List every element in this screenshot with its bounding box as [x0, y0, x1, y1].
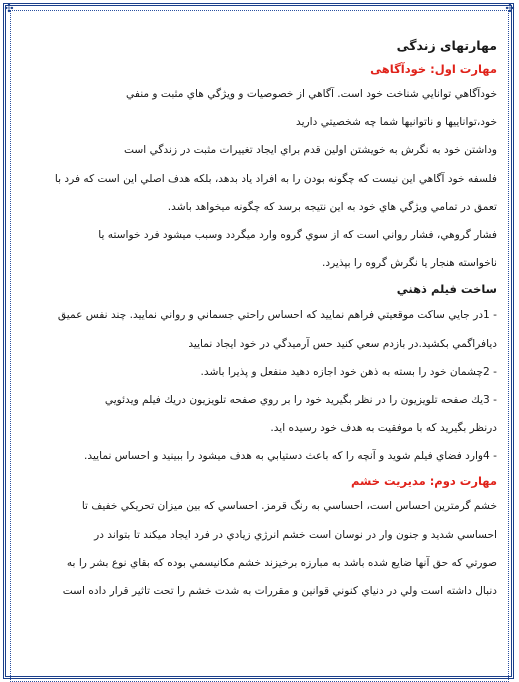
paragraph-line: ناخواسته هنجار يا نگرش گروه را بپذيرد.: [321, 257, 497, 270]
paragraph-line: خشم گرمترين احساس است، احساسي به رنگ قرمز. احساسي كه بين ميزان تحريكي خفيف تا: [81, 500, 497, 513]
corner-ornament-icon: ✣: [505, 2, 515, 15]
paragraph-line: درنظر بگيريد كه با موفقيت به هدف خود رسيده ايد.: [270, 422, 497, 435]
paragraph-line: تعمق در تمامي ويژگي هاي خود به اين نتيجه برسد كه چگونه ميخواهد باشد.: [167, 200, 497, 213]
section-heading-mental-film: ساخت فيلم ذهني: [396, 282, 497, 297]
section-heading-anger-management: مهارت دوم: مديريت خشم: [350, 474, 497, 489]
paragraph-line: - 1در جايي ساكت موقعيتي فراهم نماييد كه احساس راحتي جسماني و رواني نماييد. چند نفس عميق: [57, 309, 497, 322]
section-heading-self-awareness: مهارت اول: خودآگاهی: [370, 62, 497, 76]
section-body-mental-film: [24, 301, 497, 470]
paragraph-line: دنبال داشته است ولي در دنياي كنوني قوانين و مقررات به شدت خشم را تحت تاثير قرار داده است: [62, 585, 497, 597]
paragraph-line: احساسي شديد و جنون وار در نوسان است خشم انرژي زيادي در فرد ايجاد ميكند تا بتواند در: [94, 528, 497, 541]
paragraph-line: - 3يك صفحه تلويزيون را در نظر بگيريد خود را بر روي صفحه تلويزيون دريك فيلم ويدئويي: [104, 393, 497, 406]
paragraph-line: خودآگاهي توانايي شناخت خود است. آگاهي از خصوصيات و ويژگي هاي مثبت و منفي: [126, 88, 497, 100]
paragraph-line: - 4وارد فضاي فيلم شويد و آنچه را كه باعث دستيابي به هدف ميشود را ببينيد و احساس نماييد.: [84, 450, 497, 463]
section-body-anger-management: [24, 492, 497, 605]
paragraph-line: ديافراگمي بكشيد.در بازدم سعي كنيد حس آرميدگي در خود ايجاد نماييد: [188, 337, 497, 350]
corner-ornament-icon: ✣: [4, 2, 14, 15]
paragraph-line: وداشتن خود به نگرش به خويشتن اولين قدم براي ايجاد تغييرات مثبت در زندگي است: [124, 144, 497, 157]
paragraph-line: - 2چشمان خود را بسته به ذهن خود اجازه دهيد منفعل و پذيرا باشد.: [200, 365, 497, 378]
page-title: مهارتهای زندگی: [396, 38, 497, 53]
section-body-self-awareness: [24, 80, 497, 277]
paragraph-line: فشار گروهي، فشار رواني است كه از سوي گروه وارد ميگردد وسبب ميشود فرد خواسته يا: [98, 228, 497, 241]
paragraph-line: صورتي كه حق آنها ضايع شده باشد به مبارزه برخيزند خشم مكانيسمي بوده كه بقاي نوع بشر را به: [66, 556, 497, 569]
paragraph-line: خود،تواناييها و ناتوانيها شما چه شخصيتي داريد: [296, 116, 497, 129]
document-body: [24, 34, 497, 605]
paragraph-line: فلسفه خود آگاهي اين نيست كه چگونه بودن را به افراد ياد بدهد، بلكه هدف اصلي اين است كه فرد با: [54, 172, 497, 185]
